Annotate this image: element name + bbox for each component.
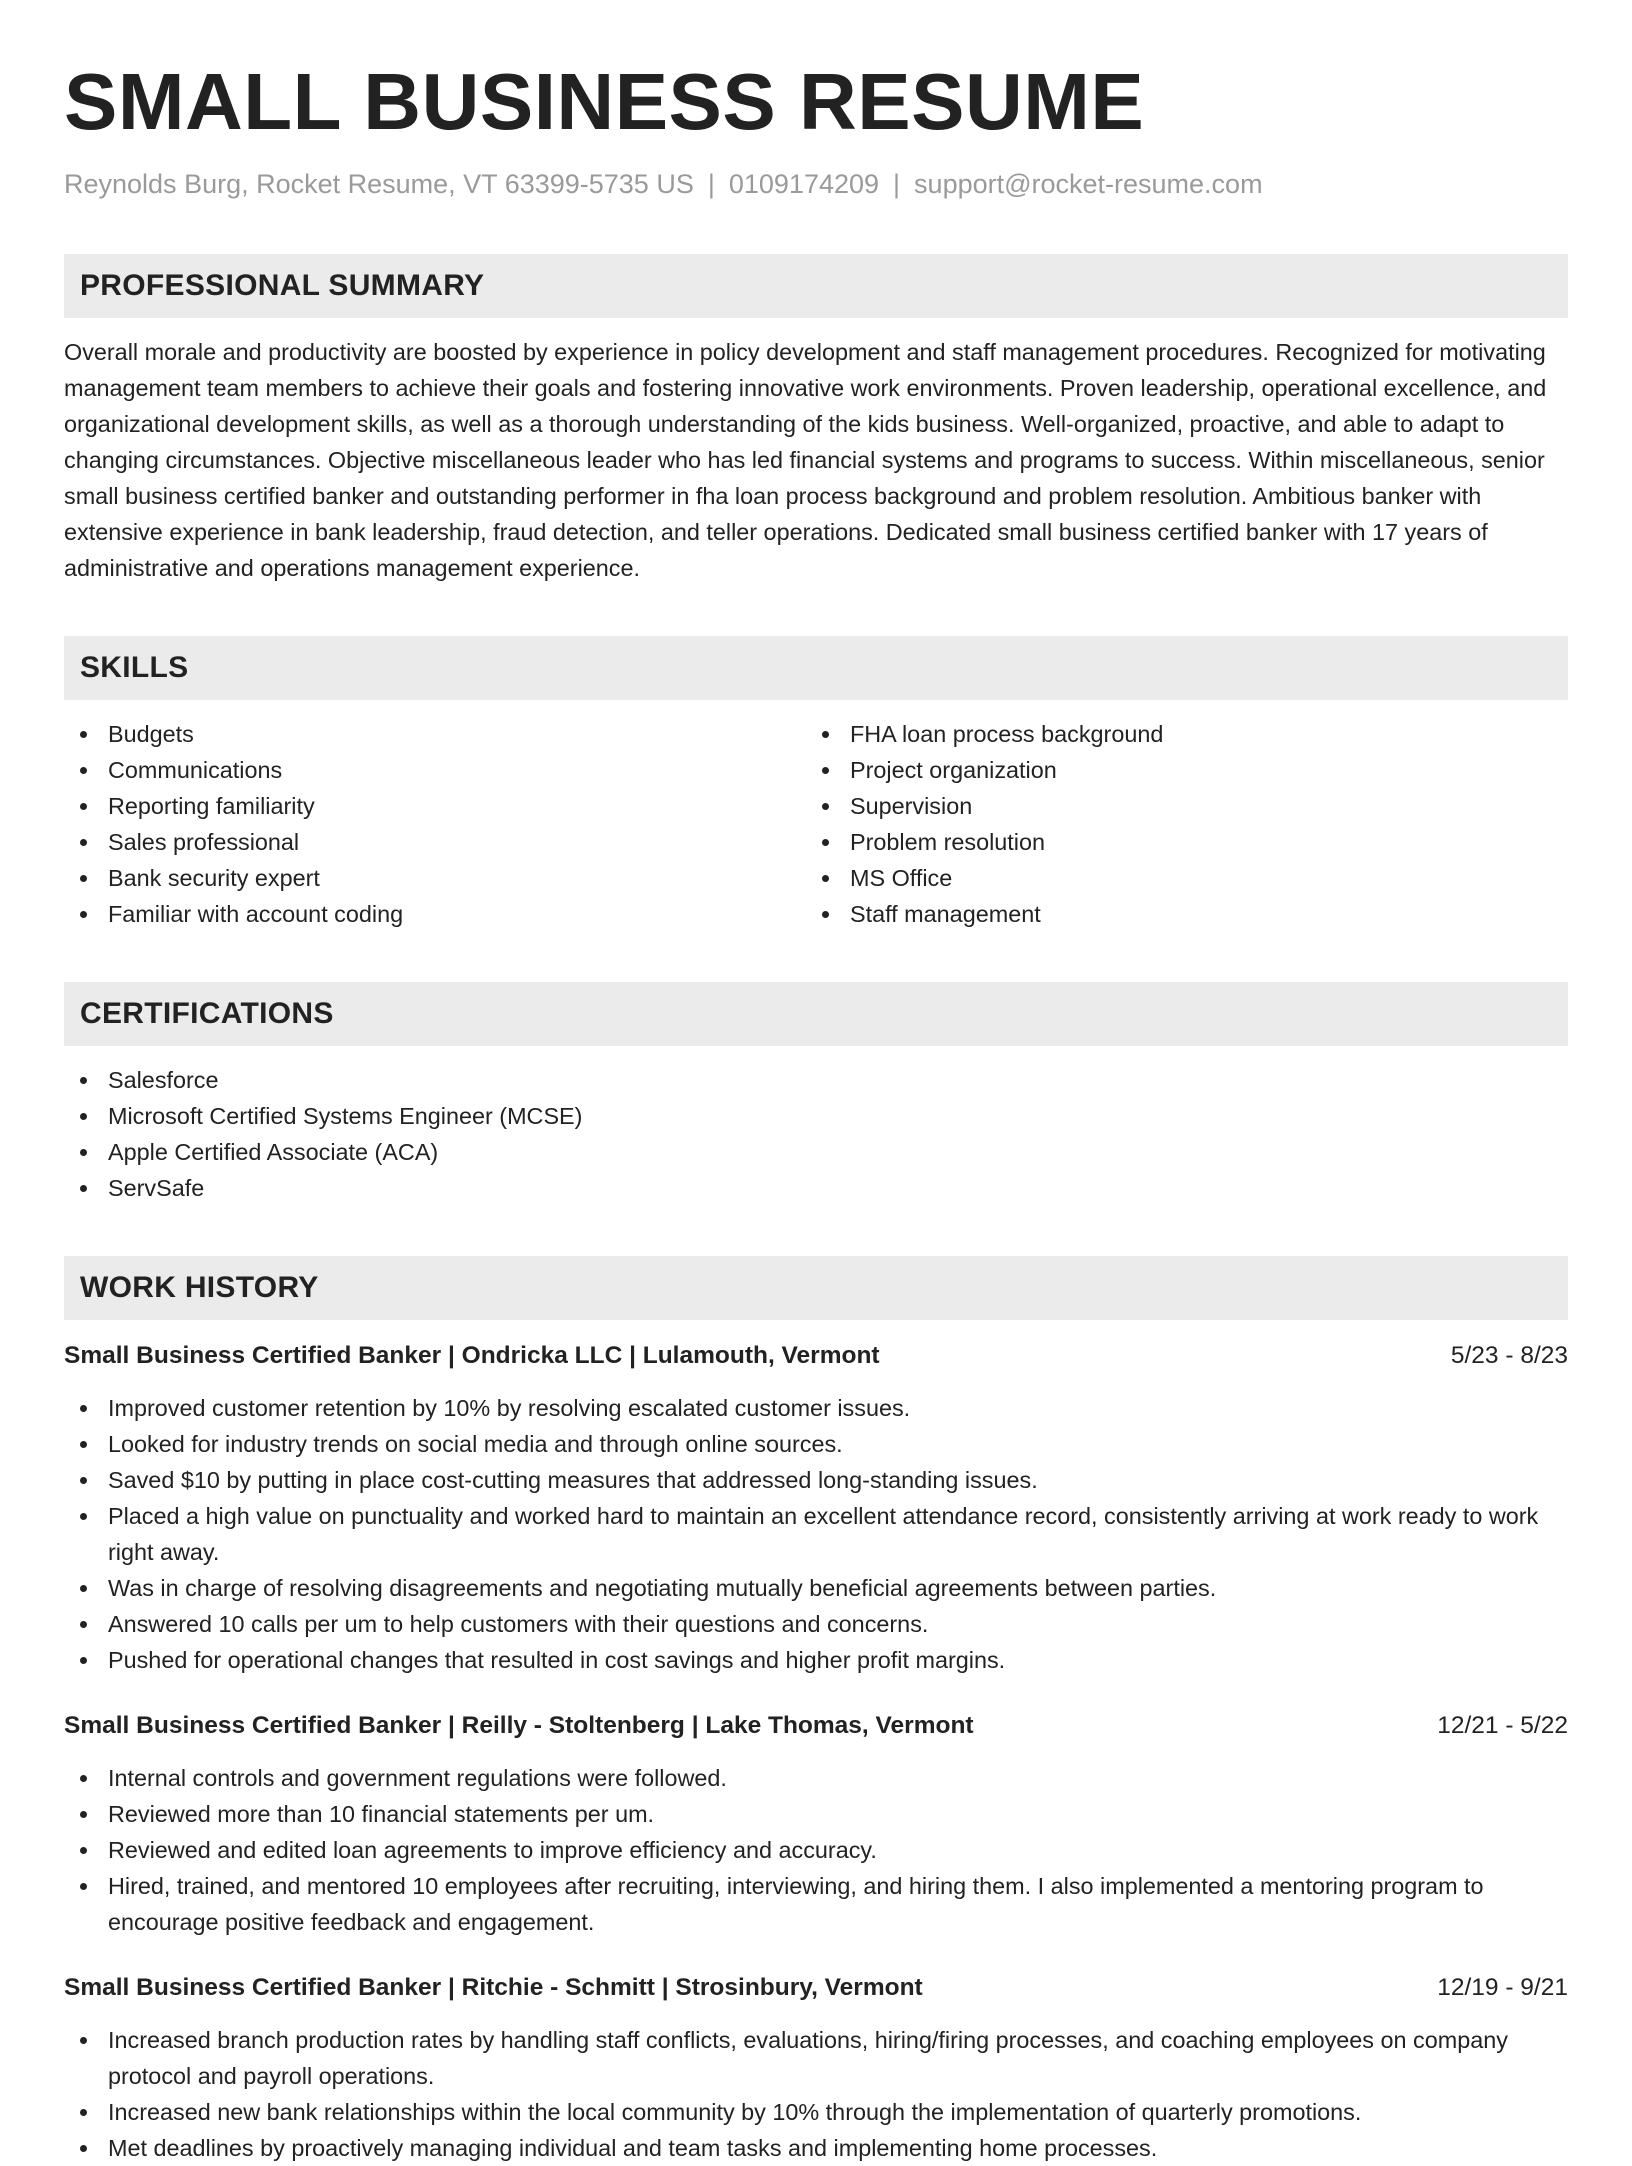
skill-item: Staff management [806, 896, 1548, 932]
job-bullet: Met deadlines by proactively managing individual and team tasks and implementing home processes. [64, 2130, 1568, 2166]
skills-list [64, 716, 1568, 932]
skill-item: Communications [64, 752, 806, 788]
skill-item: Project organization [806, 752, 1548, 788]
job-bullets [64, 1760, 1568, 1940]
certification-item: Salesforce [64, 1062, 1568, 1098]
contact-line [64, 166, 1568, 202]
job-title: Small Business Certified Banker | Ritchie - Schmitt | Strosinbury, Vermont [64, 1974, 923, 2001]
certifications-list [64, 1062, 1568, 1206]
skill-item: Budgets [64, 716, 806, 752]
contact-separator: | [707, 169, 715, 199]
job-dates: 12/19 - 9/21 [1437, 1974, 1568, 2001]
job-title: Small Business Certified Banker | Reilly - Stoltenberg | Lake Thomas, Vermont [64, 1712, 974, 1739]
skill-item: FHA loan process background [806, 716, 1548, 752]
skill-item: Problem resolution [806, 824, 1548, 860]
job-bullet: Looked for industry trends on social media and through online sources. [64, 1426, 1568, 1462]
section-heading-skills: SKILLS [64, 636, 1568, 700]
skill-item: Supervision [806, 788, 1548, 824]
certification-item: Microsoft Certified Systems Engineer (MCSE) [64, 1098, 1568, 1134]
job-bullet: Increased branch production rates by handling staff conflicts, evaluations, hiring/firing processes, and coaching employees on company protocol and payroll operations. [64, 2022, 1568, 2094]
job-header [64, 1970, 1568, 2006]
job-header [64, 1708, 1568, 1744]
job-header [64, 1338, 1568, 1374]
job-bullet: Increased new bank relationships within the local community by 10% through the implementation of quarterly promotions. [64, 2094, 1568, 2130]
job-bullet: Placed a high value on punctuality and worked hard to maintain an excellent attendance record, consistently arriving at work ready to work right away. [64, 1498, 1568, 1570]
job-entry [64, 1338, 1568, 1678]
job-bullet: Internal controls and government regulations were followed. [64, 1760, 1568, 1796]
resume-page [64, 54, 1568, 2166]
job-bullet: Reviewed more than 10 financial statements per um. [64, 1796, 1568, 1832]
job-bullets [64, 2022, 1568, 2166]
skill-item: MS Office [806, 860, 1548, 896]
skills-column-right [806, 716, 1548, 932]
section-heading-certifications: CERTIFICATIONS [64, 982, 1568, 1046]
job-dates: 5/23 - 8/23 [1450, 1342, 1568, 1369]
job-entry [64, 1708, 1568, 1940]
skill-item: Familiar with account coding [64, 896, 806, 932]
job-bullet: Improved customer retention by 10% by resolving escalated customer issues. [64, 1390, 1568, 1426]
job-bullet: Reviewed and edited loan agreements to improve efficiency and accuracy. [64, 1832, 1568, 1868]
job-entry [64, 1970, 1568, 2166]
certification-item: Apple Certified Associate (ACA) [64, 1134, 1568, 1170]
job-dates: 12/21 - 5/22 [1437, 1712, 1568, 1739]
job-bullets [64, 1390, 1568, 1678]
contact-separator: | [893, 169, 901, 199]
skill-item: Sales professional [64, 824, 806, 860]
job-title: Small Business Certified Banker | Ondricka LLC | Lulamouth, Vermont [64, 1342, 880, 1369]
skills-column-left [64, 716, 806, 932]
resume-title: SMALL BUSINESS RESUME [64, 57, 1145, 146]
job-bullet: Hired, trained, and mentored 10 employees after recruiting, interviewing, and hiring them. I also implemented a mentoring program to encourage positive feedback and engagement. [64, 1868, 1568, 1940]
job-bullet: Saved $10 by putting in place cost-cutting measures that addressed long-standing issues. [64, 1462, 1568, 1498]
job-bullet: Was in charge of resolving disagreements and negotiating mutually beneficial agreements between parties. [64, 1570, 1568, 1606]
contact-address: Reynolds Burg, Rocket Resume, VT 63399-5735 US [64, 169, 694, 199]
job-bullet: Answered 10 calls per um to help customers with their questions and concerns. [64, 1606, 1568, 1642]
contact-phone: 0109174209 [728, 169, 880, 199]
job-bullet: Pushed for operational changes that resulted in cost savings and higher profit margins. [64, 1642, 1568, 1678]
section-heading-work-history: WORK HISTORY [64, 1256, 1568, 1320]
skill-item: Bank security expert [64, 860, 806, 896]
contact-email: support@rocket-resume.com [914, 169, 1263, 199]
section-heading-summary: PROFESSIONAL SUMMARY [64, 254, 1568, 318]
skill-item: Reporting familiarity [64, 788, 806, 824]
certification-item: ServSafe [64, 1170, 1568, 1206]
summary-text: Overall morale and productivity are boosted by experience in policy development and staff management procedures. Recognized for motivating management team members to achieve their goals and fostering innovative work environments. Proven leadership, operational excellence, and organizational development skills, as well as a thorough understanding of the kids business. Well-organized, proactive, and able to adapt to changing circumstances. Objective miscellaneous leader who has led financial systems and programs to success. Within miscellaneous, senior small business certified banker and outstanding performer in fha loan process background and problem resolution. Ambitious banker with extensive experience in bank leadership, fraud detection, and teller operations. Dedicated small business certified banker with 17 years of administrative and operations management experience. [64, 339, 1547, 581]
